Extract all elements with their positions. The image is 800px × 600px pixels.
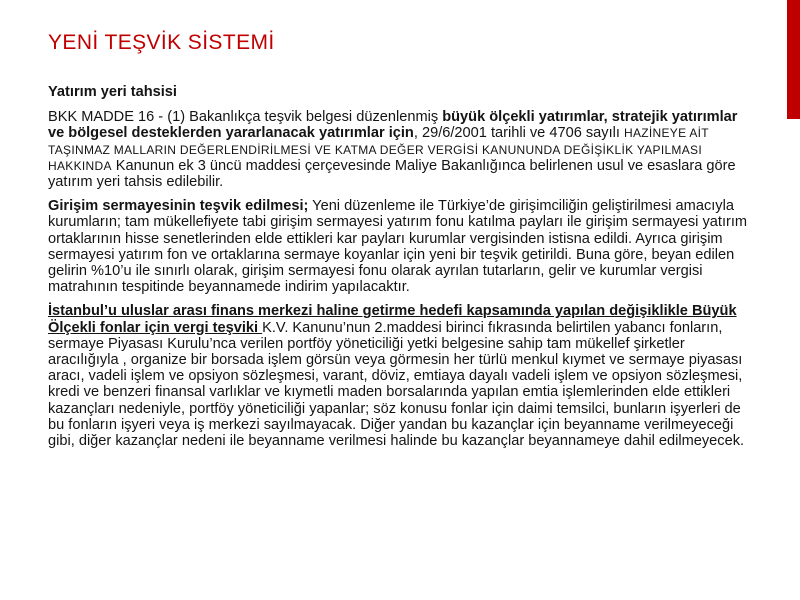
p3-underlined-lead: İstanbul’u uluslar arası finans merkezi haline getirme hedefi kapsamında yapılan değişiklikle Büyük Ölçekli fonlar için vergi teşviki xyxy=(48,303,737,336)
slide-content xyxy=(48,84,748,457)
p2-bold-lead: Girişim sermayesinin teşvik edilmesi; xyxy=(48,198,309,215)
paragraph-yatirim-yeri xyxy=(48,109,748,190)
p3-text: K.V. Kanunu’nun 2.maddesi birinci fıkrasında belirtilen yabancı fonların, sermaye Piyasası Kurulu’nca verilen portföy yöneticiliği yetki belgesine sahip tam mükellef şirketler aracılığıyla , organize bir borsada işlem görsün veya görmesin her türlü menkul kıymet ve sermaye piyasası aracı, vadeli işlem ve opsiyon sözleşmesi, varant, döviz, emtiaya dayalı vadeli işlem ve opsiyon sözleşmesi, kredi ve benzeri finansal varlıklar ve kıymetli maden borsalarında yapılan emtia işlemlerinden elde ettikleri kazançları nedeniyle, portföy yöneticiliği yapanlar; söz konusu fonlar için daimi temsilci, bunların işyerleri de bu fonların işyeri veya iş merkezi sayılmayacak. Diğer yandan bu kazançlar için beyanname verilmeyeceği gibi, diğer kazançlar nedeni ile beyanname verilmesi halinde bu kazançlar beyannameye dahil edilmeyecek. xyxy=(48,319,745,450)
paragraph-finans-merkezi xyxy=(48,303,748,449)
accent-bar xyxy=(787,0,800,119)
p1-bold-text: büyük ölçekli yatırımlar, stratejik yatırımlar ve bölgesel desteklerden yararlanacak yatırımlar için xyxy=(48,109,738,142)
p1-text-2: , 29/6/2001 tarihli ve 4706 sayılı xyxy=(413,125,624,142)
paragraph-girisim-sermayesi xyxy=(48,198,748,295)
p1-text-3: Kanunun ek 3 üncü maddesi çerçevesinde Maliye Bakanlığınca belirlenen usul ve esaslara göre yatırım yeri tahsis edilebilir. xyxy=(48,157,736,191)
slide-title: YENİ TEŞVİK SİSTEMİ xyxy=(48,31,275,54)
p1-law-title: HAZİNEYE AİT TAŞINMAZ MALLARIN DEĞERLENDİRİLMESİ VE KATMA DEĞER VERGİSİ KANUNUNDA DEĞİŞİKLİK YAPILMASI HAKKINDA xyxy=(48,126,709,173)
subheading: Yatırım yeri tahsisi xyxy=(48,84,177,100)
p2-text: Yeni düzenleme ile Türkiye’de girişimciliğin geliştirilmesi amacıyla kurumların; tam mükellefiyete tabi girişim sermayesi yatırım fonu katılma payları ile girişim sermayesi yatırım ortaklarının hisse senetlerinden elde ettikleri kar payları kurumlar vergisinden istisna edildi. Ayrıca girişim sermayesi yatırım fon ve ortaklarına sermaye koyanlar için yeni bir teşvik getirildi. Buna göre, beyan edilen gelirin %10’u ile sınırlı olarak, girişim sermayesi fonu olarak ayrılan tutarların, gelir ve kurumlar vergisi matrahının tespitinde beyannamede indirim yapılacaktır. xyxy=(48,198,748,296)
p1-text-1: BKK MADDE 16 - (1) Bakanlıkça teşvik belgesi düzenlenmiş xyxy=(48,109,443,126)
